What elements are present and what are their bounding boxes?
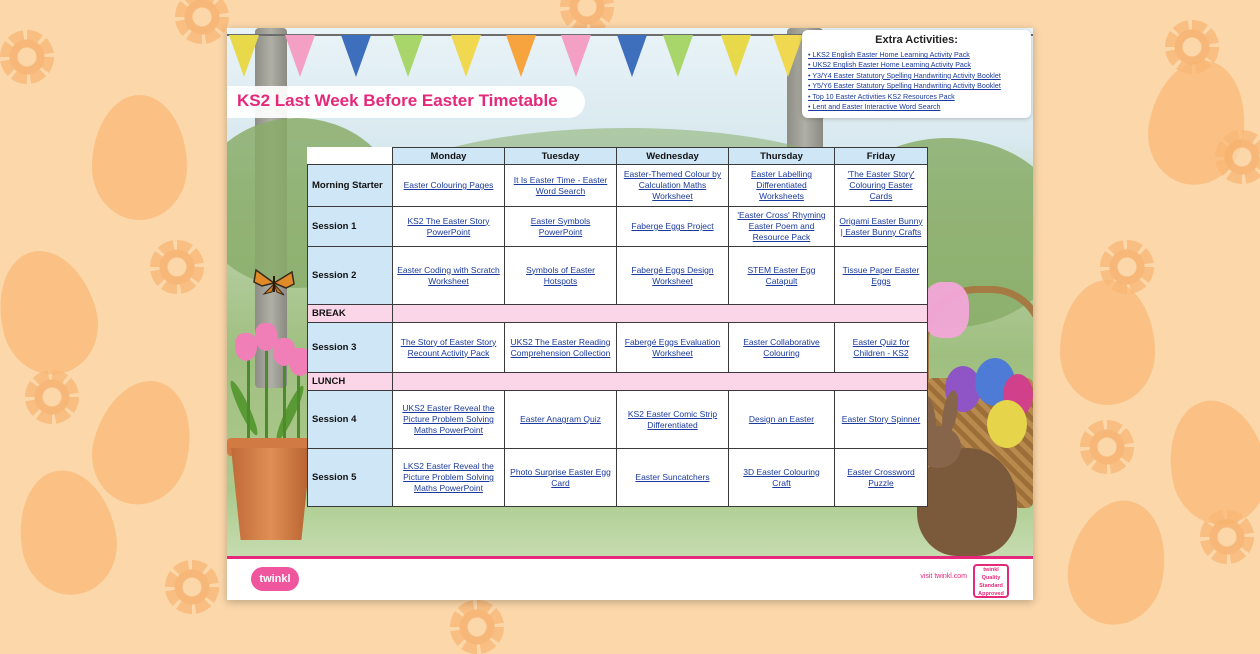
table-row [308,323,928,373]
activity-cell[interactable] [505,165,617,207]
activity-cell[interactable] [393,449,505,507]
activity-cell[interactable] [729,391,835,449]
stem [247,353,250,443]
activity-cell[interactable] [393,165,505,207]
row-label: Session 4 [308,391,393,449]
timetable-sheet [227,28,1033,600]
footer [227,556,1033,600]
extra-activities-list [808,50,1031,112]
visit-link[interactable]: visit twinkl.com [920,573,967,580]
row-label: Session 2 [308,247,393,305]
bunting-icon [773,35,803,77]
egg-icon [1060,280,1155,405]
table-row [308,391,928,449]
activity-link[interactable]: Easter-Themed Colour by Calculation Maths Worksheet [623,169,722,201]
activity-link[interactable]: Easter Anagram Quiz [520,414,601,424]
leaf [273,384,307,443]
quality-badge: twinkl Quality Standard Approved [973,564,1009,598]
activity-cell[interactable] [729,165,835,207]
day-header: Tuesday [505,148,617,165]
activity-link[interactable]: UKS2 Easter Reveal the Picture Problem Solving Maths PowerPoint [402,403,495,435]
extra-activities-panel [802,30,1031,118]
row-label: Morning Starter [308,165,393,207]
activity-cell[interactable] [505,449,617,507]
bunting-icon [617,35,647,77]
flower-icon [1100,240,1154,294]
timetable [307,147,928,507]
activity-cell[interactable] [617,323,729,373]
extra-activities-heading: Extra Activities: [875,34,958,46]
activity-link[interactable]: The Story of Easter Story Recount Activity Pack [400,336,497,358]
activity-cell[interactable] [729,449,835,507]
activity-cell[interactable] [617,165,729,207]
activity-cell[interactable] [729,323,835,373]
activity-cell[interactable] [617,247,729,305]
extra-activity-link[interactable]: • UKS2 English Easter Home Learning Activity Pack [808,60,1031,70]
stem [283,358,286,443]
activity-link[interactable]: Photo Surprise Easter Egg Card [510,466,611,488]
activity-cell[interactable] [835,165,928,207]
activity-link[interactable]: Easter Story Spinner [841,414,921,424]
ribbon-bow [923,282,969,338]
flower-icon [1200,510,1254,564]
flower-icon [1165,20,1219,74]
activity-cell[interactable] [617,449,729,507]
egg-icon [0,240,110,385]
egg-icon [92,95,187,220]
page-title: KS2 Last Week Before Easter Timetable [237,91,558,110]
flower-icon [1215,130,1260,184]
activity-cell[interactable] [505,391,617,449]
activity-link[interactable]: Easter Symbols PowerPoint [530,215,591,237]
row-label: LUNCH [308,373,393,391]
bunting-icon [663,35,693,77]
activity-link[interactable]: LKS2 Easter Reveal the Picture Problem Solving Maths PowerPoint [403,461,494,493]
flower-icon [25,370,79,424]
activity-link[interactable]: Origami Easter Bunny | Easter Bunny Crafts [839,215,923,237]
break-cell [393,305,928,323]
extra-activity-link[interactable]: • LKS2 English Easter Home Learning Activity Pack [808,50,1031,60]
activity-link[interactable]: Fabergé Eggs Evaluation Worksheet [624,336,721,358]
activity-link[interactable]: It Is Easter Time - Easter Word Search [513,174,608,196]
break-row [308,305,928,323]
activity-link[interactable]: Easter Colouring Pages [403,180,494,190]
activity-link[interactable]: KS2 Easter Comic Strip Differentiated [627,408,718,430]
activity-link[interactable]: Easter Coding with Scratch Worksheet [397,264,500,286]
twinkl-logo[interactable]: twinkl [251,567,299,591]
activity-link[interactable]: Easter Suncatchers [635,472,710,482]
activity-link[interactable]: Easter Collaborative Colouring [743,336,820,358]
row-label: Session 5 [308,449,393,507]
activity-cell[interactable] [835,449,928,507]
activity-link[interactable]: UKS2 The Easter Reading Comprehension Collection [510,336,611,358]
egg-icon [1058,491,1177,633]
activity-link[interactable]: STEM Easter Egg Catapult [747,264,816,286]
lunch-cell [393,373,928,391]
day-header: Monday [393,148,505,165]
activity-cell[interactable] [393,323,505,373]
stem [265,343,268,443]
table-row [308,165,928,207]
activity-cell[interactable] [617,391,729,449]
day-header: Wednesday [617,148,729,165]
table-row [308,207,928,247]
title-banner [227,86,585,118]
activity-cell[interactable] [393,247,505,305]
timetable-header-row [308,148,928,165]
extra-activity-link[interactable]: • Top 10 Easter Activities KS2 Resources Pack [808,92,1031,102]
activity-link[interactable]: Easter Labelling Differentiated Worksheets [751,169,812,201]
bunting-icon [341,35,371,77]
activity-cell[interactable] [729,207,835,247]
activity-cell[interactable] [617,207,729,247]
activity-cell[interactable] [835,207,928,247]
day-header: Thursday [729,148,835,165]
flower-pot [231,448,311,540]
table-row [308,449,928,507]
row-label: Session 1 [308,207,393,247]
day-header: Friday [835,148,928,165]
activity-cell[interactable] [835,391,928,449]
extra-activity-link[interactable]: • Y5/Y6 Easter Statutory Spelling Handwriting Activity Booklet [808,81,1031,91]
corner-cell [308,148,393,165]
activity-link[interactable]: Easter Crossword Puzzle [847,466,915,488]
bunting-icon [561,35,591,77]
activity-cell[interactable] [505,247,617,305]
bunting-icon [721,35,751,77]
activity-link[interactable]: Faberge Eggs Project [631,221,714,231]
activity-cell[interactable] [729,247,835,305]
tulip-icon [235,333,257,361]
bunting-icon [393,35,423,77]
activity-cell[interactable] [393,207,505,247]
bunting-icon [285,35,315,77]
row-label: Session 3 [308,323,393,373]
bunting-icon [229,35,259,77]
flower-icon [150,240,204,294]
extra-activity-link[interactable]: • Y3/Y4 Easter Statutory Spelling Handwriting Activity Booklet [808,71,1031,81]
activity-link[interactable]: Tissue Paper Easter Eggs [842,264,920,286]
activity-link[interactable]: KS2 The Easter Story PowerPoint [407,215,490,237]
activity-link[interactable]: Symbols of Easter Hotspots [526,264,595,286]
activity-link[interactable]: 'The Easter Story' Colouring Easter Cards [847,169,915,201]
row-label: BREAK [308,305,393,323]
flower-icon [0,30,54,84]
flower-icon [165,560,219,614]
lunch-row [308,373,928,391]
stem [297,368,300,443]
butterfly-icon [252,268,296,298]
activity-cell[interactable] [505,323,617,373]
flower-icon [450,600,504,654]
flower-icon [1080,420,1134,474]
activity-link[interactable]: 3D Easter Colouring Craft [743,466,820,488]
activity-link[interactable]: Design an Easter [748,414,815,424]
activity-cell[interactable] [505,207,617,247]
garden-scene [227,28,1033,556]
bunting-icon [506,35,536,77]
activity-link[interactable]: 'Easter Cross' Rhyming Easter Poem and Resource Pack [737,210,826,242]
egg-icon [987,400,1027,448]
activity-cell[interactable] [393,391,505,449]
table-row [308,247,928,305]
egg-icon [1158,391,1260,533]
flower-icon [175,0,229,44]
activity-cell[interactable] [835,323,928,373]
activity-cell[interactable] [835,247,928,305]
activity-link[interactable]: Fabergé Eggs Design Worksheet [631,264,714,286]
bunting-icon [451,35,481,77]
activity-link[interactable]: Easter Quiz for Children - KS2 [852,336,910,358]
extra-activity-link[interactable]: • Lent and Easter Interactive Word Search [808,102,1031,112]
